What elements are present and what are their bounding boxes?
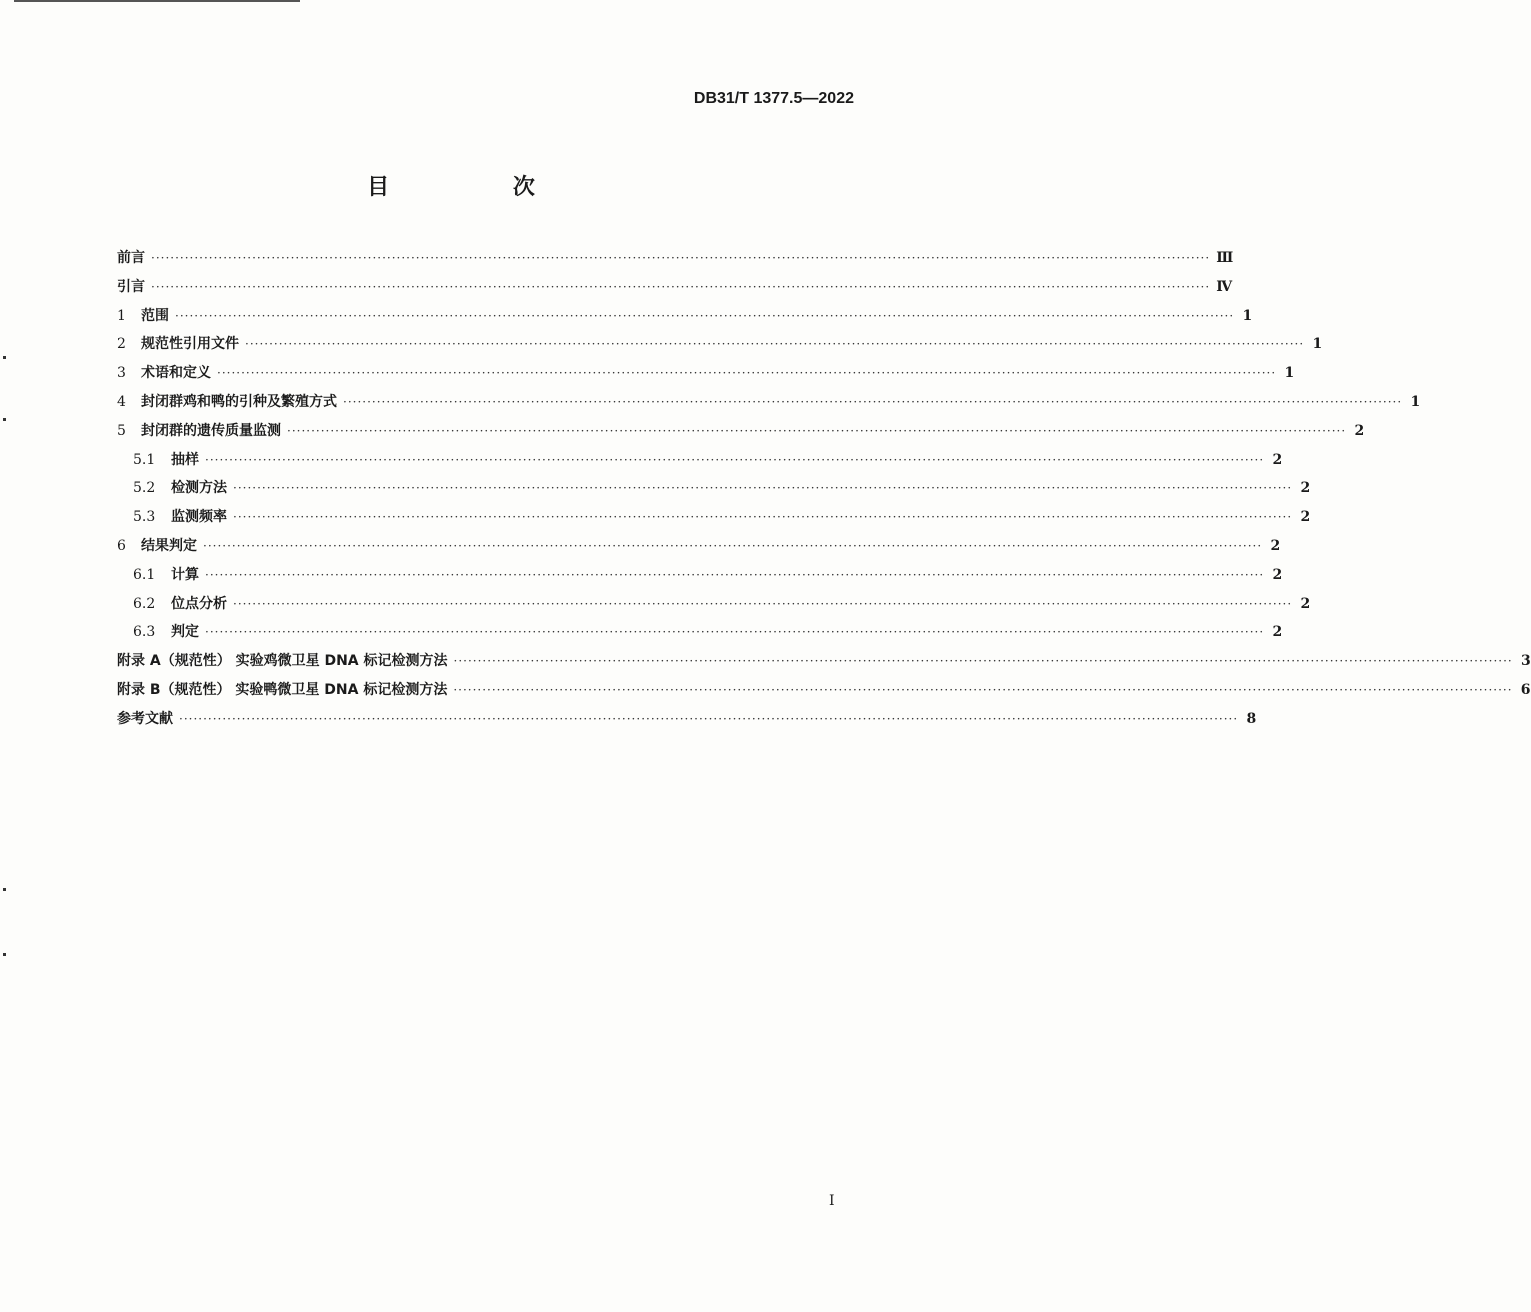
toc-title: 目 次	[367, 175, 593, 200]
toc-entry[interactable]	[117, 621, 1283, 650]
toc-entry-page: 2	[1300, 595, 1311, 612]
toc-leader-dots: ····························································································································································································································	[151, 279, 1211, 294]
toc-leader-dots: ····························································································································································································································	[287, 423, 1347, 438]
toc-entry-title: 封闭群的遗传质量监测	[141, 422, 281, 439]
toc-entry-number: 3	[117, 365, 126, 382]
toc-entry[interactable]	[117, 362, 1295, 391]
toc-entry-number: 5.3	[133, 509, 156, 526]
toc-leader-dots: ····························································································································································································································	[205, 625, 1265, 640]
toc-entry-page: 1	[1312, 336, 1323, 353]
toc-entry-title: 附录 A（规范性） 实验鸡微卫星 DNA 标记检测方法	[117, 653, 448, 670]
scan-mark	[3, 356, 6, 359]
toc-leader-dots: ····························································································································································································································	[343, 394, 1403, 409]
toc-entry-title: 参考文献	[117, 710, 173, 727]
toc-entry-title: 规范性引用文件	[141, 336, 239, 353]
toc-leader-dots: ····························································································································································································································	[151, 251, 1211, 265]
toc-entry-title: 检测方法	[171, 480, 227, 497]
toc-leader-dots: ····························································································································································································································	[233, 510, 1293, 525]
toc-entry-page: 1	[1284, 365, 1295, 382]
toc-entry-number: 6.2	[133, 595, 156, 612]
toc-leader-dots: ····························································································································································································································	[233, 596, 1293, 611]
toc-entry-title: 附录 B（规范性） 实验鸭微卫星 DNA 标记检测方法	[117, 681, 448, 698]
toc-entry-page: 2	[1354, 422, 1365, 439]
toc-entry-label	[117, 247, 145, 267]
toc-entry-page: 2	[1300, 509, 1311, 526]
scan-mark	[3, 888, 6, 891]
toc-entry-label	[133, 477, 227, 497]
toc-entry-title: 结果判定	[141, 537, 197, 554]
toc-entry-page: Ⅲ	[1216, 250, 1234, 266]
toc-entry[interactable]	[117, 477, 1311, 506]
toc-entry[interactable]	[117, 564, 1283, 593]
toc-entry-label	[117, 679, 447, 699]
toc-leader-dots: ····························································································································································································································	[233, 481, 1293, 496]
toc-entry-label	[117, 650, 448, 670]
document-code: DB31/T 1377.5—2022	[693, 90, 854, 107]
toc-entry-label	[117, 333, 239, 353]
toc-entry-label	[133, 449, 199, 469]
toc-entry-label	[133, 506, 227, 526]
toc-entry[interactable]	[117, 449, 1283, 478]
toc-entry-label	[117, 305, 169, 325]
toc-entry-title: 计算	[171, 566, 199, 583]
scan-mark	[3, 418, 6, 421]
toc-entry-title: 抽样	[171, 451, 199, 468]
toc-entry-number: 1	[117, 307, 126, 324]
toc-entry-label	[133, 564, 199, 584]
page-number: I	[829, 1193, 835, 1209]
toc-entry-label	[117, 420, 281, 440]
toc-entry-label	[117, 535, 197, 555]
toc-entry-title: 监测频率	[171, 509, 227, 526]
toc-entry-title: 引言	[117, 278, 145, 295]
toc-leader-dots: ····························································································································································································································	[179, 711, 1239, 726]
toc-entry-title: 前言	[117, 250, 145, 266]
toc-entry-page: 2	[1272, 566, 1283, 583]
toc-entry-title: 术语和定义	[141, 365, 211, 382]
toc-entry-title: 范围	[141, 307, 169, 324]
toc-leader-dots: ····························································································································································································································	[203, 538, 1263, 553]
table-of-contents	[117, 247, 1531, 737]
toc-entry-page: 1	[1242, 307, 1253, 324]
toc-entry[interactable]	[117, 708, 1257, 737]
toc-entry-page: 2	[1300, 480, 1311, 497]
toc-leader-dots: ····························································································································································································································	[217, 366, 1277, 381]
toc-leader-dots: ····························································································································································································································	[205, 452, 1265, 467]
toc-entry-number: 5.2	[133, 480, 156, 497]
toc-entry-page: Ⅳ	[1216, 278, 1233, 295]
toc-entry-number: 6.3	[133, 624, 156, 641]
toc-entry[interactable]	[117, 535, 1281, 564]
toc-entry-page: 3	[1520, 653, 1531, 670]
toc-entry[interactable]	[117, 247, 1234, 276]
toc-entry-page: 1	[1410, 393, 1421, 410]
toc-entry[interactable]	[117, 276, 1233, 305]
toc-entry-number: 6	[117, 537, 126, 554]
scan-mark	[3, 953, 6, 956]
toc-entry[interactable]	[117, 420, 1365, 449]
toc-entry-number: 6.1	[133, 566, 156, 583]
toc-entry[interactable]	[117, 305, 1253, 334]
toc-entry-number: 5.1	[133, 451, 156, 468]
toc-entry-title: 判定	[171, 624, 199, 641]
toc-entry[interactable]	[117, 650, 1531, 679]
toc-entry-page: 2	[1270, 537, 1281, 554]
toc-entry-label	[117, 276, 145, 296]
top-rule	[14, 0, 300, 2]
toc-leader-dots: ····························································································································································································································	[175, 308, 1235, 323]
toc-entry-title: 位点分析	[171, 595, 227, 612]
toc-entry-page: 2	[1272, 451, 1283, 468]
toc-entry-label	[133, 593, 227, 613]
toc-entry[interactable]	[117, 679, 1531, 708]
toc-entry-label	[117, 391, 337, 411]
toc-entry[interactable]	[117, 593, 1311, 622]
toc-entry-page: 2	[1272, 624, 1283, 641]
toc-entry-number: 4	[117, 393, 126, 410]
toc-leader-dots: ····························································································································································································································	[453, 682, 1513, 697]
toc-entry-page: 6	[1520, 681, 1531, 698]
toc-entry-label	[117, 708, 173, 728]
toc-entry[interactable]	[117, 391, 1421, 420]
toc-entry-title: 封闭群鸡和鸭的引种及繁殖方式	[141, 393, 337, 410]
toc-leader-dots: ····························································································································································································································	[205, 567, 1265, 582]
toc-entry-label	[117, 362, 211, 382]
toc-entry-page: 8	[1246, 710, 1257, 727]
toc-leader-dots: ····························································································································································································································	[245, 337, 1305, 352]
toc-entry-number: 5	[117, 422, 126, 439]
toc-entry[interactable]	[117, 506, 1311, 535]
toc-entry-number: 2	[117, 336, 126, 353]
toc-entry-label	[133, 621, 199, 641]
toc-entry[interactable]	[117, 333, 1323, 362]
toc-leader-dots: ····························································································································································································································	[453, 654, 1513, 669]
